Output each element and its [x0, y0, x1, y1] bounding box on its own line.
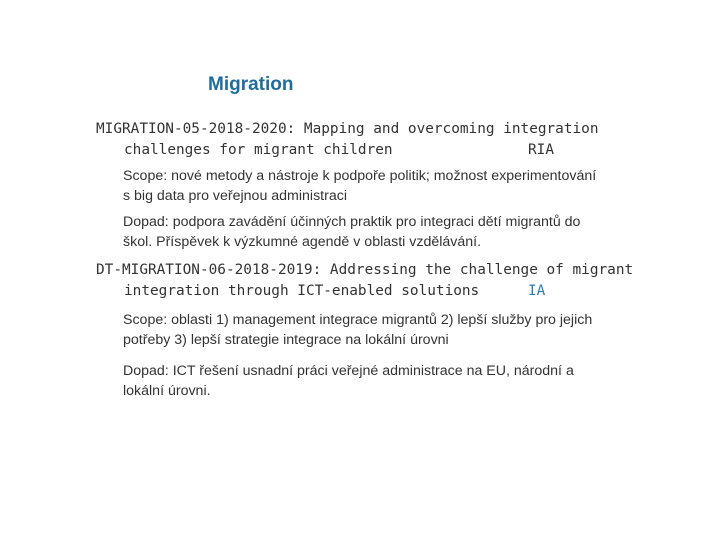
- topic-2-scope: [123, 310, 683, 350]
- impact-line-2: lokální úrovni.: [123, 383, 211, 399]
- topic-title-line-2: integration through ICT-enabled solutions: [124, 283, 480, 299]
- action-type-label: IA: [528, 283, 546, 299]
- topic-title-line-1: MIGRATION-05-2018-2020: Mapping and overcoming integration: [96, 121, 599, 137]
- topic-title-line-2: challenges for migrant children: [124, 142, 393, 158]
- action-type-label: RIA: [528, 142, 554, 158]
- topic-title-line-1: DT-MIGRATION-06-2018-2019: Addressing the challenge of migrant: [96, 262, 634, 278]
- topic-1-impact: [123, 212, 683, 252]
- scope-line-1: Scope: oblasti 1) management integrace migrantů 2) lepší služby pro jejich: [123, 312, 593, 328]
- impact-line-1: Dopad: podpora zavádění účinných praktik pro integraci dětí migrantů do: [123, 214, 581, 230]
- scope-line-2: s big data pro veřejnou administraci: [123, 188, 347, 204]
- topic-2-impact: [123, 361, 683, 401]
- scope-line-2: potřeby 3) lepší strategie integrace na lokální úrovni: [123, 332, 449, 348]
- topic-1-scope: [123, 166, 683, 206]
- topic-dt-migration-06: [96, 260, 696, 302]
- topic-migration-05: [96, 119, 696, 161]
- slide-title: Migration: [208, 74, 294, 95]
- impact-line-1: Dopad: ICT řešení usnadní práci veřejné administrace na EU, národní a: [123, 363, 574, 379]
- impact-line-2: škol. Příspěvek k výzkumné agendě v oblasti vzdělávání.: [123, 234, 482, 250]
- scope-line-1: Scope: nové metody a nástroje k podpoře politik; možnost experimentování: [123, 168, 597, 184]
